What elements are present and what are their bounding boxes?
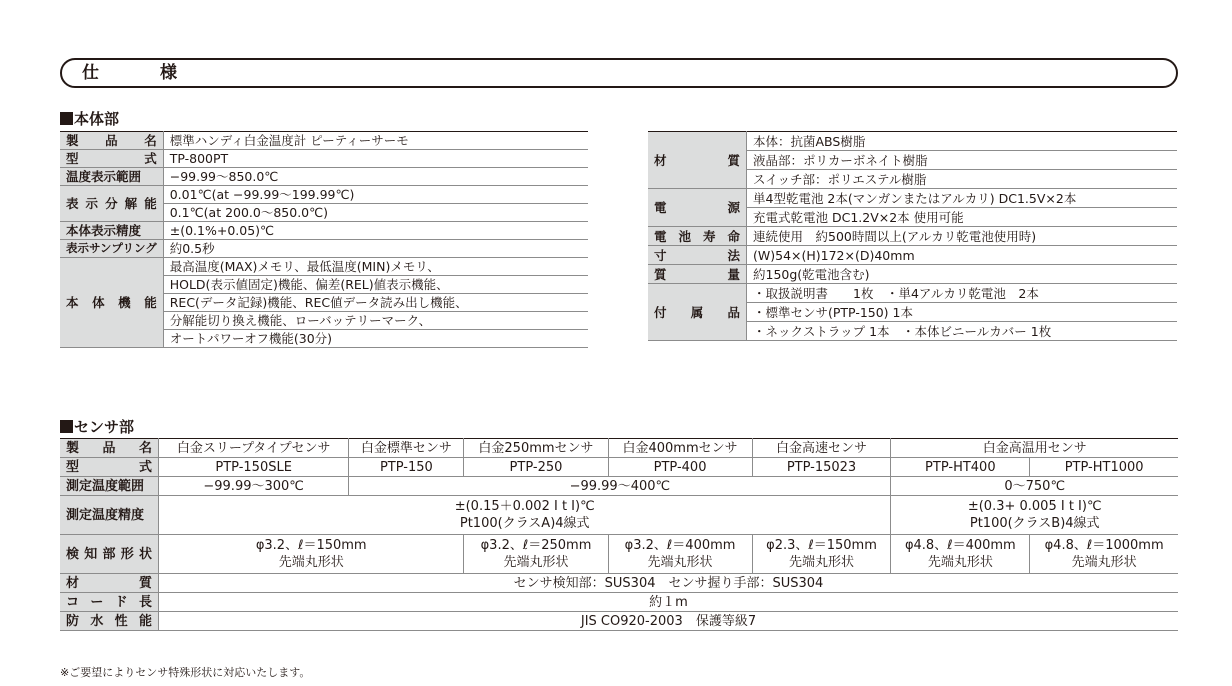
model-number: PTP-250	[464, 458, 608, 477]
model-number: PTP-15023	[752, 458, 891, 477]
row-value: ・取扱説明書 1枚 ・単4アルカリ乾電池 2本	[747, 284, 1178, 303]
material-value: センサ検知部：SUS304 センサ握り手部：SUS304	[159, 574, 1179, 593]
row-value: 0.01℃(at −99.99〜199.99℃)	[163, 186, 588, 204]
product-name: 白金250mmセンサ	[464, 439, 608, 458]
body-section-heading: 本体部	[60, 110, 119, 128]
row-value: スイッチ部：ポリエステル樹脂	[747, 170, 1178, 189]
spec-title-bar	[60, 58, 1178, 88]
product-name: 白金標準センサ	[349, 439, 464, 458]
cord-value: 約１m	[159, 593, 1179, 612]
row-value: 単4型乾電池 2本(マンガンまたはアルカリ) DC1.5V×2本	[747, 189, 1178, 208]
model-number: PTP-150	[349, 458, 464, 477]
accuracy-cell: ±(0.3+ 0.005 I t I)℃ Pt100(クラスB)4線式	[891, 496, 1178, 535]
shape-cell: φ4.8、ℓ＝400mm 先端丸形状	[891, 535, 1030, 574]
row-label: 電池寿命	[648, 227, 747, 246]
row-value: REC(データ記録)機能、REC値データ読み出し機能、	[163, 294, 588, 312]
row-label: 測定温度精度	[60, 496, 159, 535]
product-name: 白金高温用センサ	[891, 439, 1178, 458]
row-value: ・標準センサ(PTP-150) 1本	[747, 303, 1178, 322]
row-label: 表示サンプリング	[60, 240, 163, 258]
row-label: 材質	[648, 132, 747, 189]
row-value: 充電式乾電池 DC1.2V×2本 使用可能	[747, 208, 1178, 227]
model-number: PTP-HT400	[891, 458, 1030, 477]
row-label: 材質	[60, 574, 159, 593]
row-label: 電源	[648, 189, 747, 227]
sensor-section-heading: センサ部	[60, 418, 134, 436]
row-label: 本体機能	[60, 258, 163, 348]
model-number: PTP-150SLE	[159, 458, 349, 477]
shape-cell: φ4.8、ℓ＝1000mm 先端丸形状	[1030, 535, 1178, 574]
model-number: PTP-HT1000	[1030, 458, 1178, 477]
row-value: 分解能切り換え機能、ローバッテリーマーク、	[163, 312, 588, 330]
row-label: 付属品	[648, 284, 747, 341]
range-value: −99.99〜400℃	[349, 477, 891, 496]
square-bullet-icon	[60, 112, 73, 125]
shape-cell: φ3.2、ℓ＝250mm 先端丸形状	[464, 535, 608, 574]
row-label: コード長	[60, 593, 159, 612]
row-label: 測定温度範囲	[60, 477, 159, 496]
product-name: 白金400mmセンサ	[608, 439, 752, 458]
shape-cell: φ2.3、ℓ＝150mm 先端丸形状	[752, 535, 891, 574]
row-label: 表示分解能	[60, 186, 163, 222]
shape-cell: φ3.2、ℓ＝400mm 先端丸形状	[608, 535, 752, 574]
accuracy-cell: ±(0.15＋0.002 I t I)℃ Pt100(クラスA)4線式	[159, 496, 891, 535]
row-value: −99.99〜850.0℃	[163, 168, 588, 186]
row-value: 約0.5秒	[163, 240, 588, 258]
footnote: ※ご要望によりセンサ特殊形状に対応いたします。	[60, 666, 311, 679]
row-value: TP-800PT	[163, 150, 588, 168]
row-label: 検知部形状	[60, 535, 159, 574]
waterproof-value: JIS CO920-2003 保護等級7	[159, 612, 1179, 631]
model-number: PTP-400	[608, 458, 752, 477]
row-label: 製品名	[60, 132, 163, 150]
row-label: 質量	[648, 265, 747, 284]
range-value: −99.99〜300℃	[159, 477, 349, 496]
product-name: 白金スリープタイプセンサ	[159, 439, 349, 458]
row-label: 寸法	[648, 246, 747, 265]
row-value: 最高温度(MAX)メモリ、最低温度(MIN)メモリ、	[163, 258, 588, 276]
row-value: 約150g(乾電池含む)	[747, 265, 1178, 284]
page-title: 仕 様	[82, 63, 199, 83]
row-label: 温度表示範囲	[60, 168, 163, 186]
row-value: 液晶部：ポリカーボネイト樹脂	[747, 151, 1178, 170]
row-value: オートパワーオフ機能(30分)	[163, 330, 588, 348]
product-name: 白金高速センサ	[752, 439, 891, 458]
row-value: 本体：抗菌ABS樹脂	[747, 132, 1178, 151]
row-value: 連続使用 約500時間以上(アルカリ乾電池使用時)	[747, 227, 1178, 246]
shape-cell: φ3.2、ℓ＝150mm 先端丸形状	[159, 535, 464, 574]
square-bullet-icon	[60, 420, 73, 433]
row-label: 型式	[60, 458, 159, 477]
row-value: (W)54×(H)172×(D)40mm	[747, 246, 1178, 265]
row-value: ±(0.1%+0.05)℃	[163, 222, 588, 240]
row-label: 本体表示精度	[60, 222, 163, 240]
row-value: 0.1℃(at 200.0〜850.0℃)	[163, 204, 588, 222]
sensor-spec-table	[60, 438, 1178, 631]
row-label: 型式	[60, 150, 163, 168]
row-label: 製品名	[60, 439, 159, 458]
row-label: 防水性能	[60, 612, 159, 631]
row-value: 標準ハンディ白金温度計 ピーティーサーモ	[163, 132, 588, 150]
row-value: HOLD(表示値固定)機能、偏差(REL)値表示機能、	[163, 276, 588, 294]
range-value: 0〜750℃	[891, 477, 1178, 496]
body-spec-table-left	[60, 131, 588, 348]
body-spec-table-right	[648, 131, 1177, 341]
row-value: ・ネックストラップ 1本 ・本体ビニールカバー 1枚	[747, 322, 1178, 341]
